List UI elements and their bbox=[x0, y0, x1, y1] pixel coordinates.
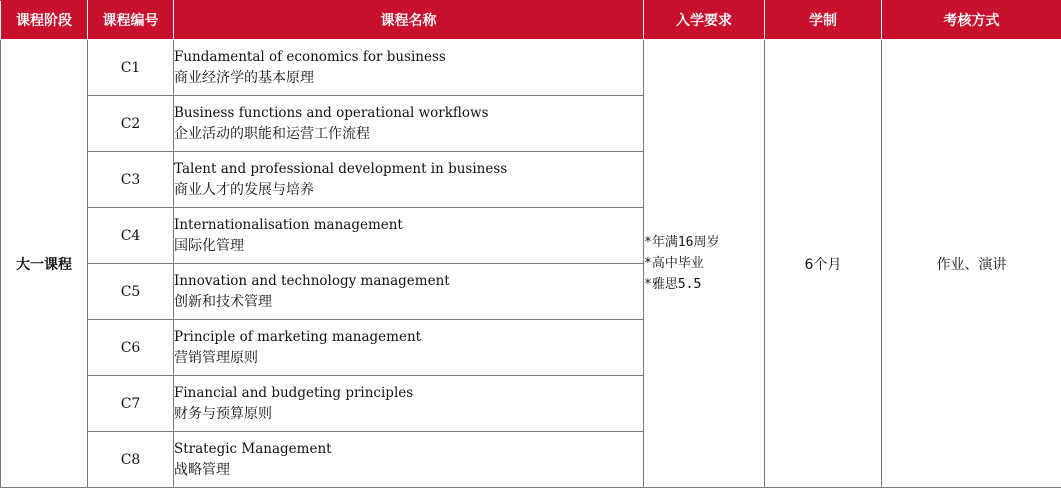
course-name-en: Business functions and operational workflows bbox=[174, 104, 489, 121]
course-code: C4 bbox=[88, 208, 174, 264]
header-duration: 学制 bbox=[765, 1, 882, 40]
course-code: C7 bbox=[88, 376, 174, 432]
assessment-cell: 作业、演讲 bbox=[882, 40, 1061, 488]
course-name-zh: 商业人才的发展与培养 bbox=[174, 181, 314, 198]
course-name-en: Internationalisation management bbox=[174, 216, 403, 233]
header-requirements: 入学要求 bbox=[644, 1, 765, 40]
course-name bbox=[174, 208, 644, 264]
course-code: C3 bbox=[88, 152, 174, 208]
course-name bbox=[174, 40, 644, 96]
requirement-item: *雅思5.5 bbox=[644, 277, 702, 292]
course-name bbox=[174, 152, 644, 208]
course-name-zh: 创新和技术管理 bbox=[174, 293, 272, 310]
requirement-item: *高中毕业 bbox=[644, 256, 704, 271]
requirement-item: *年满16周岁 bbox=[644, 235, 720, 250]
header-code: 课程编号 bbox=[88, 1, 174, 40]
course-code: C8 bbox=[88, 432, 174, 488]
course-name-en: Innovation and technology management bbox=[174, 272, 450, 289]
requirements-cell bbox=[644, 40, 765, 488]
course-name-zh: 营销管理原则 bbox=[174, 349, 258, 366]
course-name bbox=[174, 320, 644, 376]
course-code: C5 bbox=[88, 264, 174, 320]
table-row bbox=[1, 40, 1061, 96]
course-code: C2 bbox=[88, 96, 174, 152]
course-name-en: Talent and professional development in business bbox=[174, 160, 508, 177]
course-name-zh: 国际化管理 bbox=[174, 237, 244, 254]
header-row bbox=[1, 1, 1061, 40]
course-name bbox=[174, 264, 644, 320]
course-name-en: Financial and budgeting principles bbox=[174, 384, 414, 401]
course-name-en: Strategic Management bbox=[174, 440, 332, 457]
course-name-zh: 财务与预算原则 bbox=[174, 405, 272, 422]
course-name-en: Fundamental of economics for business bbox=[174, 48, 446, 65]
course-name bbox=[174, 432, 644, 488]
course-name bbox=[174, 96, 644, 152]
course-code: C1 bbox=[88, 40, 174, 96]
header-assessment: 考核方式 bbox=[882, 1, 1061, 40]
course-name-zh: 战略管理 bbox=[174, 461, 230, 478]
course-name-zh: 企业活动的职能和运营工作流程 bbox=[174, 125, 370, 142]
course-name-zh: 商业经济学的基本原理 bbox=[174, 69, 314, 86]
course-name bbox=[174, 376, 644, 432]
header-stage: 课程阶段 bbox=[1, 1, 88, 40]
course-name-en: Principle of marketing management bbox=[174, 328, 422, 345]
duration-cell: 6个月 bbox=[765, 40, 882, 488]
header-name: 课程名称 bbox=[174, 1, 644, 40]
stage-cell: 大一课程 bbox=[1, 40, 88, 488]
course-code: C6 bbox=[88, 320, 174, 376]
